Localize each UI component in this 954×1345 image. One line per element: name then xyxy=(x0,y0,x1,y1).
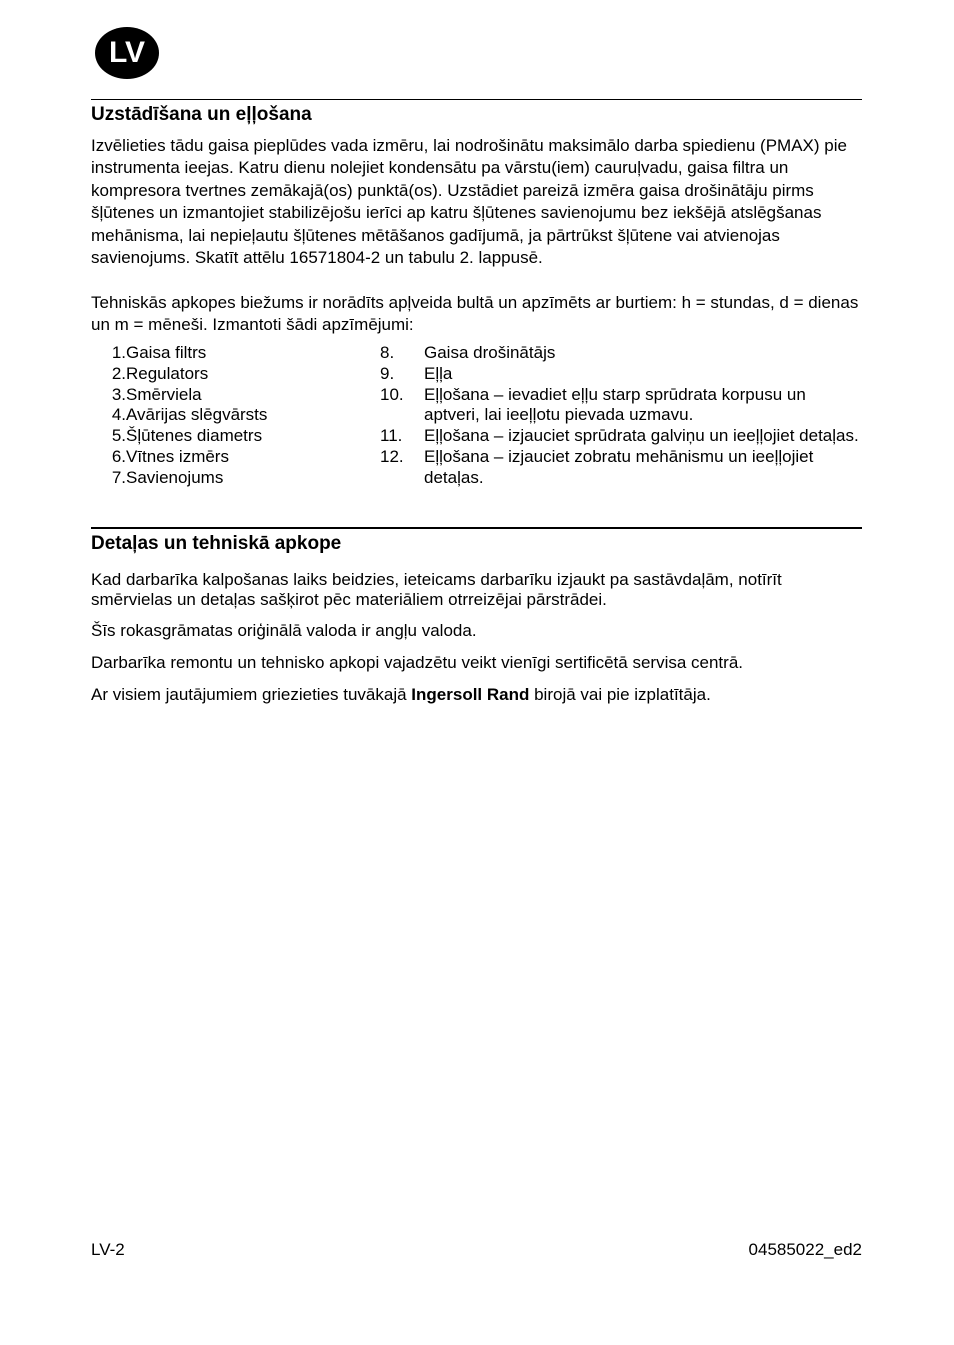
legend-text: Šļūtenes diametrs xyxy=(126,426,263,446)
section-heading-installation: Uzstādīšana un eļļošana xyxy=(91,104,312,125)
legend-number: 8. xyxy=(380,343,395,362)
legend-number: 9. xyxy=(380,363,395,383)
legend-number: 5. xyxy=(111,426,126,446)
section-divider xyxy=(91,99,862,100)
legend-number: 4. xyxy=(111,405,126,425)
legend-text: Eļļošana – ievadiet eļļu starp sprūdrata korpusu un aptveri, lai ieeļļotu pievada uzmavu. xyxy=(424,384,806,425)
legend-item xyxy=(380,426,866,447)
legend-text: Vītnes izmērs xyxy=(126,446,229,466)
legend-number: 11. xyxy=(380,426,403,446)
document-id: 04585022_ed2 xyxy=(748,1240,862,1259)
end-of-life-paragraph: Kad darbarīka kalpošanas laiks beidzies, ieteicams darbarīku izjaukt pa sastāvdaļām, notīrīt smērvielas un detaļas sašķirot pēc materiāliem otrreizējai pārstrādei. xyxy=(91,570,782,609)
legend-item xyxy=(380,343,866,364)
legend-item xyxy=(91,405,371,426)
legend-text: Eļļa xyxy=(424,363,453,383)
legend-item xyxy=(91,468,371,489)
repair-paragraph: Darbarīka remontu un tehnisko apkopi vajadzētu veikt vienīgi sertificētā servisa centrā. xyxy=(91,653,743,672)
legend-number: 2. xyxy=(111,363,126,383)
maintenance-paragraph: Tehniskās apkopes biežums ir norādīts apļveida bultā un apzīmēts ar burtiem: h = stundas, d = dienas un m = mēneši. Izmantoti šādi apzīmējumi: xyxy=(91,293,859,335)
legend-text: Regulators xyxy=(126,363,209,383)
legend-text: Gaisa drošinātājs xyxy=(424,343,556,362)
legend-item xyxy=(91,343,371,364)
contact-paragraph xyxy=(91,685,866,705)
page-number: LV-2 xyxy=(91,1240,125,1259)
legend-number: 7. xyxy=(111,467,126,487)
legend-text: Eļļošana – izjauciet sprūdrata galviņu un ieeļļojiet detaļas. xyxy=(424,426,859,446)
legend-text: Eļļošana – izjauciet zobratu mehānismu un ieeļļojiet detaļas. xyxy=(424,446,814,487)
legend-number: 12. xyxy=(380,446,404,466)
legend-item xyxy=(91,385,371,406)
legend-number: 10. xyxy=(380,384,404,404)
legend-item xyxy=(380,385,866,427)
legend-number: 6. xyxy=(111,446,126,466)
legend-item xyxy=(91,364,371,385)
legend-item xyxy=(91,426,371,447)
legend-number: 1. xyxy=(111,343,126,362)
contact-text: birojā vai pie izplatītāja. xyxy=(529,685,711,704)
legend-column-right xyxy=(380,343,866,489)
section-divider xyxy=(91,527,862,529)
legend-text: Savienojums xyxy=(126,467,224,487)
legend-item xyxy=(380,364,866,385)
language-badge: LV xyxy=(95,27,159,79)
contact-text: Ar visiem jautājumiem griezieties tuvākajā xyxy=(91,685,412,704)
brand-name: Ingersoll Rand xyxy=(411,685,530,704)
legend-text: Gaisa filtrs xyxy=(126,343,207,362)
installation-paragraph: Izvēlieties tādu gaisa pieplūdes vada izmēru, lai nodrošinātu maksimālo darba spiedienu (PMAX) pie instrumenta ieejas. Katru dienu nolejiet kondensātu pa vārstu(iem) cauruļvadu, gaisa filtra un kompresora tvertnes zemākajā(os) punktā(os). Uzstādiet pareizā izmēra gaisa drošinātāju pirms šļūtenes un izmantojiet stabilizējošu ierīci ap katru šļūtenes savienojumu bez iekšējā atslēgšanas mehānisma, lai nepieļautu šļūtenes mētāšanos gadījumā, ja pārtrūkst šļūtene vai atvienojas savienojums. Skatīt attēlu 16571804-2 un tabulu 2. lappusē. xyxy=(91,136,847,268)
section-heading-parts-maintenance: Detaļas un tehniskā apkope xyxy=(91,533,342,554)
legend-text: Avārijas slēgvārsts xyxy=(126,405,268,425)
legend-number: 3. xyxy=(111,384,126,404)
original-language-paragraph: Šīs rokasgrāmatas oriģinālā valoda ir angļu valoda. xyxy=(91,621,477,640)
legend-item xyxy=(91,447,371,468)
legend-text: Smērviela xyxy=(126,384,202,404)
legend-item xyxy=(380,447,866,489)
legend-column-left xyxy=(91,343,371,489)
